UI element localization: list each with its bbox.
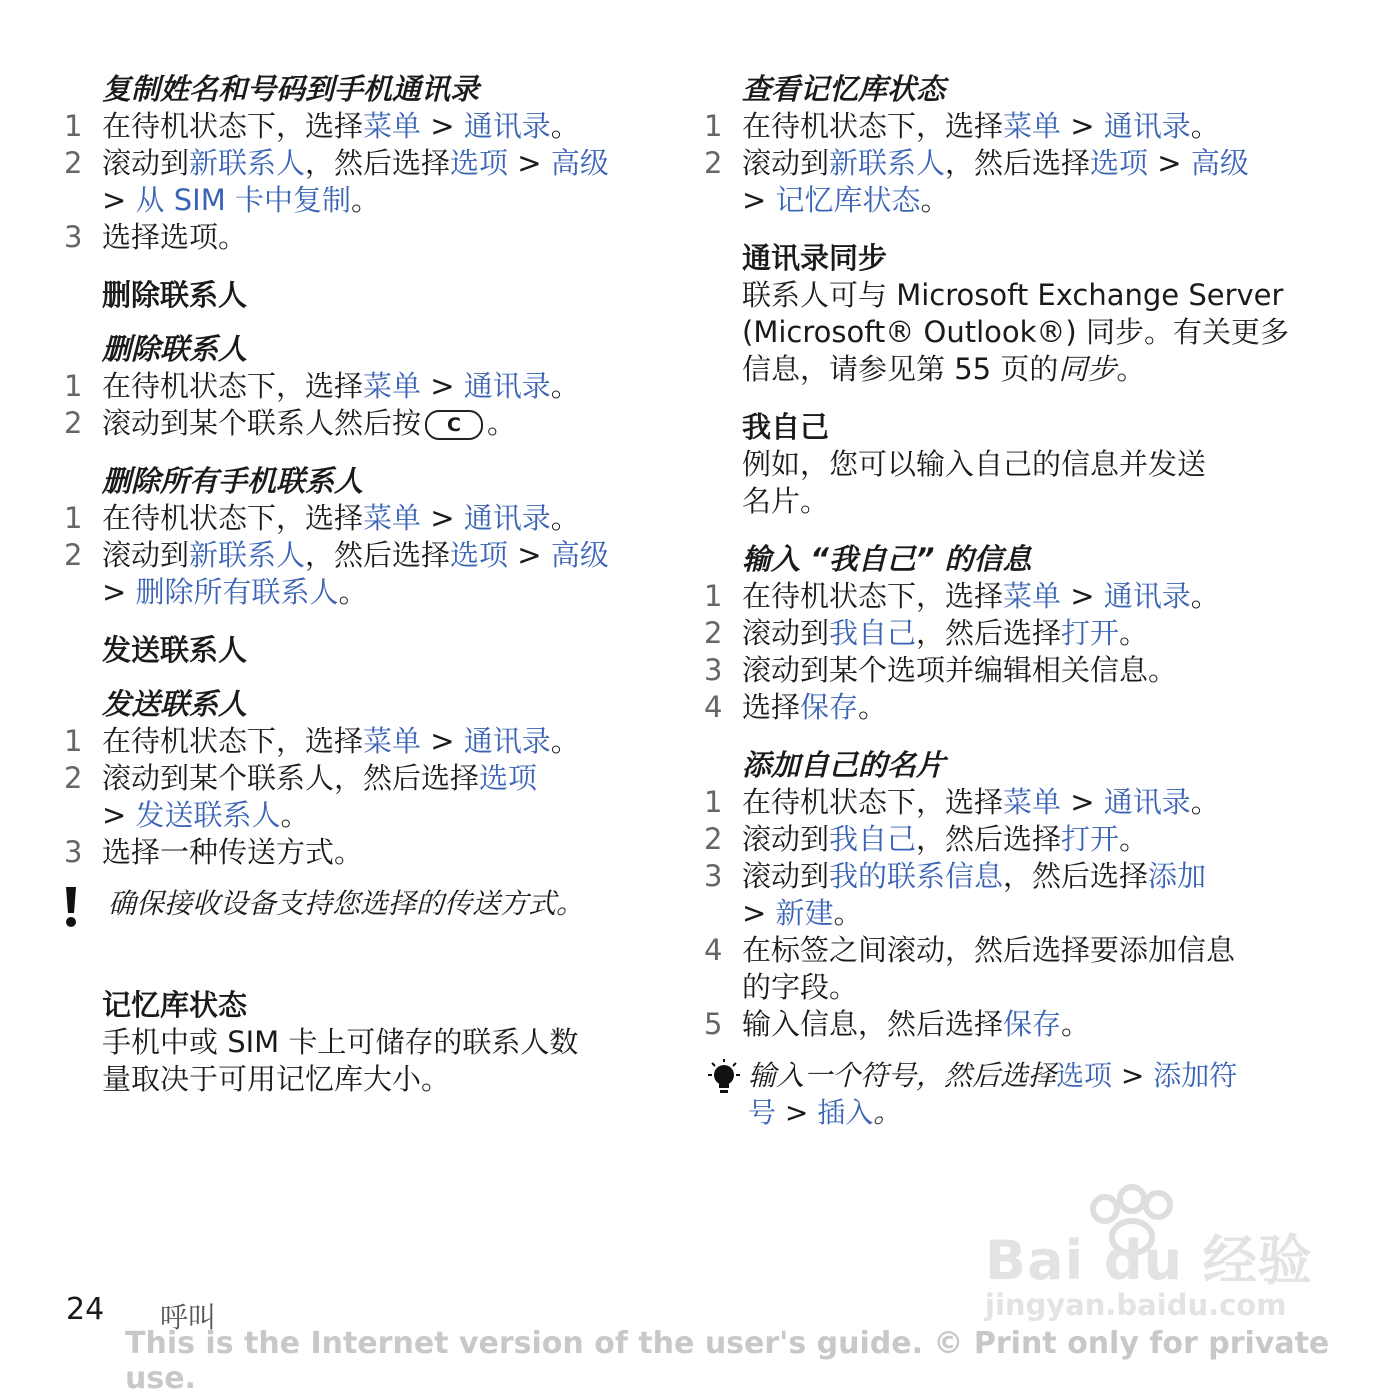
advanced-link[interactable]: 高级 bbox=[550, 146, 609, 180]
contacts-link[interactable]: 通讯录 bbox=[1103, 109, 1191, 143]
tip-note: 输入一个符号，然后选择选项 > 添加符 号 > 插入。 bbox=[704, 1057, 1314, 1131]
list-item: 3 滚动到我的联系信息，然后选择添加 bbox=[704, 859, 1207, 893]
add-symbol-link[interactable]: 添加符 bbox=[1153, 1059, 1238, 1092]
list-item: 2 滚动到某个联系人然后按 C 。 bbox=[64, 406, 517, 440]
warning-note: 确保接收设备支持您选择的传送方式。 bbox=[64, 885, 664, 938]
contacts-link[interactable]: 通讯录 bbox=[463, 501, 551, 535]
list-item: > 发送联系人。 bbox=[102, 798, 310, 832]
save-link[interactable]: 保存 bbox=[1003, 1007, 1062, 1041]
list-item: 3 选择一种传送方式。 bbox=[64, 835, 364, 869]
contacts-link[interactable]: 通讯录 bbox=[463, 724, 551, 758]
menu-link[interactable]: 菜单 bbox=[363, 501, 422, 535]
list-item: 4 选择保存。 bbox=[704, 690, 888, 724]
advanced-link[interactable]: 高级 bbox=[550, 538, 609, 572]
send-contact-link[interactable]: 发送联系人 bbox=[135, 798, 281, 832]
menu-link[interactable]: 菜单 bbox=[363, 369, 422, 403]
copy-contacts-title: 复制姓名和号码到手机通讯录 bbox=[102, 72, 480, 106]
exclamation-icon bbox=[64, 885, 108, 938]
list-item: 1 在待机状态下，选择菜单 > 通讯录。 bbox=[64, 369, 580, 403]
list-item: 3 选择选项。 bbox=[64, 220, 248, 254]
page-number: 24 bbox=[66, 1292, 105, 1327]
add-card-title: 添加自己的名片 bbox=[742, 748, 946, 782]
lightbulb-icon bbox=[704, 1057, 748, 1110]
list-item: 2 滚动到新联系人，然后选择选项 > 高级 bbox=[64, 146, 609, 180]
list-item: 5 输入信息，然后选择保存。 bbox=[704, 1007, 1091, 1041]
menu-link[interactable]: 菜单 bbox=[1003, 109, 1062, 143]
delete-contacts-heading: 删除联系人 bbox=[102, 278, 248, 312]
contacts-link[interactable]: 通讯录 bbox=[1103, 785, 1191, 819]
menu-link[interactable]: 菜单 bbox=[363, 724, 422, 758]
copy-from-sim-link[interactable]: 从 SIM 卡中复制 bbox=[135, 183, 351, 217]
add-symbol-link-cont[interactable]: 号 bbox=[748, 1096, 777, 1129]
contacts-link[interactable]: 通讯录 bbox=[1103, 579, 1191, 613]
list-item: 4 在标签之间滚动，然后选择要添加信息 bbox=[704, 933, 1236, 967]
list-item: 1 在待机状态下，选择菜单 > 通讯录。 bbox=[704, 579, 1220, 613]
delete-all-contacts-link[interactable]: 删除所有联系人 bbox=[135, 575, 339, 609]
list-item: > 从 SIM 卡中复制。 bbox=[102, 183, 380, 217]
list-item: > 新建。 bbox=[742, 896, 863, 930]
menu-link[interactable]: 菜单 bbox=[1003, 785, 1062, 819]
myself-text: 例如，您可以输入自己的信息并发送 名片。 bbox=[742, 447, 1207, 518]
options-link[interactable]: 选项 bbox=[479, 761, 538, 795]
options-link[interactable]: 选项 bbox=[1090, 146, 1149, 180]
watermark-brand: Bai du 经验 bbox=[985, 1229, 1313, 1292]
list-item: 1 在待机状态下，选择菜单 > 通讯录。 bbox=[64, 724, 580, 758]
check-memory-title: 查看记忆库状态 bbox=[742, 72, 946, 106]
list-item: > 删除所有联系人。 bbox=[102, 575, 368, 609]
save-link[interactable]: 保存 bbox=[800, 690, 859, 724]
list-item: 2 滚动到我自己，然后选择打开。 bbox=[704, 616, 1149, 650]
send-contacts-heading: 发送联系人 bbox=[102, 633, 248, 667]
right-column bbox=[704, 70, 1314, 1131]
list-item: 2 滚动到某个联系人，然后选择选项 bbox=[64, 761, 538, 795]
new-contact-link[interactable]: 新联系人 bbox=[189, 146, 306, 180]
contacts-link[interactable]: 通讯录 bbox=[463, 369, 551, 403]
send-contact-title: 发送联系人 bbox=[102, 687, 248, 721]
open-link[interactable]: 打开 bbox=[1061, 616, 1120, 650]
list-item: 2 滚动到我自己，然后选择打开。 bbox=[704, 822, 1149, 856]
options-link[interactable]: 选项 bbox=[450, 146, 509, 180]
list-item: 2 滚动到新联系人，然后选择选项 > 高级 bbox=[704, 146, 1249, 180]
watermark-url: jingyan.baidu.com bbox=[985, 1288, 1287, 1322]
left-column bbox=[64, 70, 664, 1098]
menu-link[interactable]: 菜单 bbox=[1003, 579, 1062, 613]
menu-link[interactable]: 菜单 bbox=[363, 109, 422, 143]
new-contact-link[interactable]: 新联系人 bbox=[189, 538, 306, 572]
new-link[interactable]: 新建 bbox=[775, 896, 834, 930]
advanced-link[interactable]: 高级 bbox=[1190, 146, 1249, 180]
delete-all-title: 删除所有手机联系人 bbox=[102, 464, 364, 498]
my-contact-info-link[interactable]: 我的联系信息 bbox=[829, 859, 1004, 893]
memory-status-text: 手机中或 SIM 卡上可储存的联系人数 量取决于可用记忆库大小。 bbox=[102, 1025, 579, 1096]
list-item: 2 滚动到新联系人，然后选择选项 > 高级 bbox=[64, 538, 609, 572]
memory-status-link[interactable]: 记忆库状态 bbox=[775, 183, 921, 217]
c-key-icon: C bbox=[425, 410, 483, 440]
section-name: 呼叫 bbox=[160, 1301, 217, 1334]
memory-status-heading: 记忆库状态 bbox=[102, 988, 248, 1022]
contacts-sync-text: 联系人可与 Microsoft Exchange Server (Microsoft® Outlook®) 同步。有关更多 信息，请参见第 55 页的同步。 bbox=[742, 278, 1289, 386]
options-link[interactable]: 选项 bbox=[1056, 1059, 1113, 1092]
myself-link[interactable]: 我自己 bbox=[829, 822, 917, 856]
list-item: 1 在待机状态下，选择菜单 > 通讯录。 bbox=[64, 109, 580, 143]
insert-link[interactable]: 插入 bbox=[817, 1096, 874, 1129]
list-item: 的字段。 bbox=[742, 970, 859, 1004]
myself-link[interactable]: 我自己 bbox=[829, 616, 917, 650]
myself-heading: 我自己 bbox=[742, 410, 830, 444]
contacts-link[interactable]: 通讯录 bbox=[463, 109, 551, 143]
contacts-sync-heading: 通讯录同步 bbox=[742, 241, 888, 275]
list-item: 1 在待机状态下，选择菜单 > 通讯录。 bbox=[704, 109, 1220, 143]
list-item: > 记忆库状态。 bbox=[742, 183, 950, 217]
list-item: 1 在待机状态下，选择菜单 > 通讯录。 bbox=[704, 785, 1220, 819]
internet-version-notice: This is the Internet version of the user's guide. © Print only for private use. bbox=[125, 1326, 1330, 1396]
new-contact-link[interactable]: 新联系人 bbox=[829, 146, 946, 180]
list-item: 3 滚动到某个选项并编辑相关信息。 bbox=[704, 653, 1178, 687]
enter-myself-title: 输入 “我自己” 的信息 bbox=[742, 542, 1032, 576]
delete-contact-title: 删除联系人 bbox=[102, 332, 248, 366]
options-link[interactable]: 选项 bbox=[450, 538, 509, 572]
list-item: 1 在待机状态下，选择菜单 > 通讯录。 bbox=[64, 501, 580, 535]
open-link[interactable]: 打开 bbox=[1061, 822, 1120, 856]
add-link[interactable]: 添加 bbox=[1148, 859, 1207, 893]
